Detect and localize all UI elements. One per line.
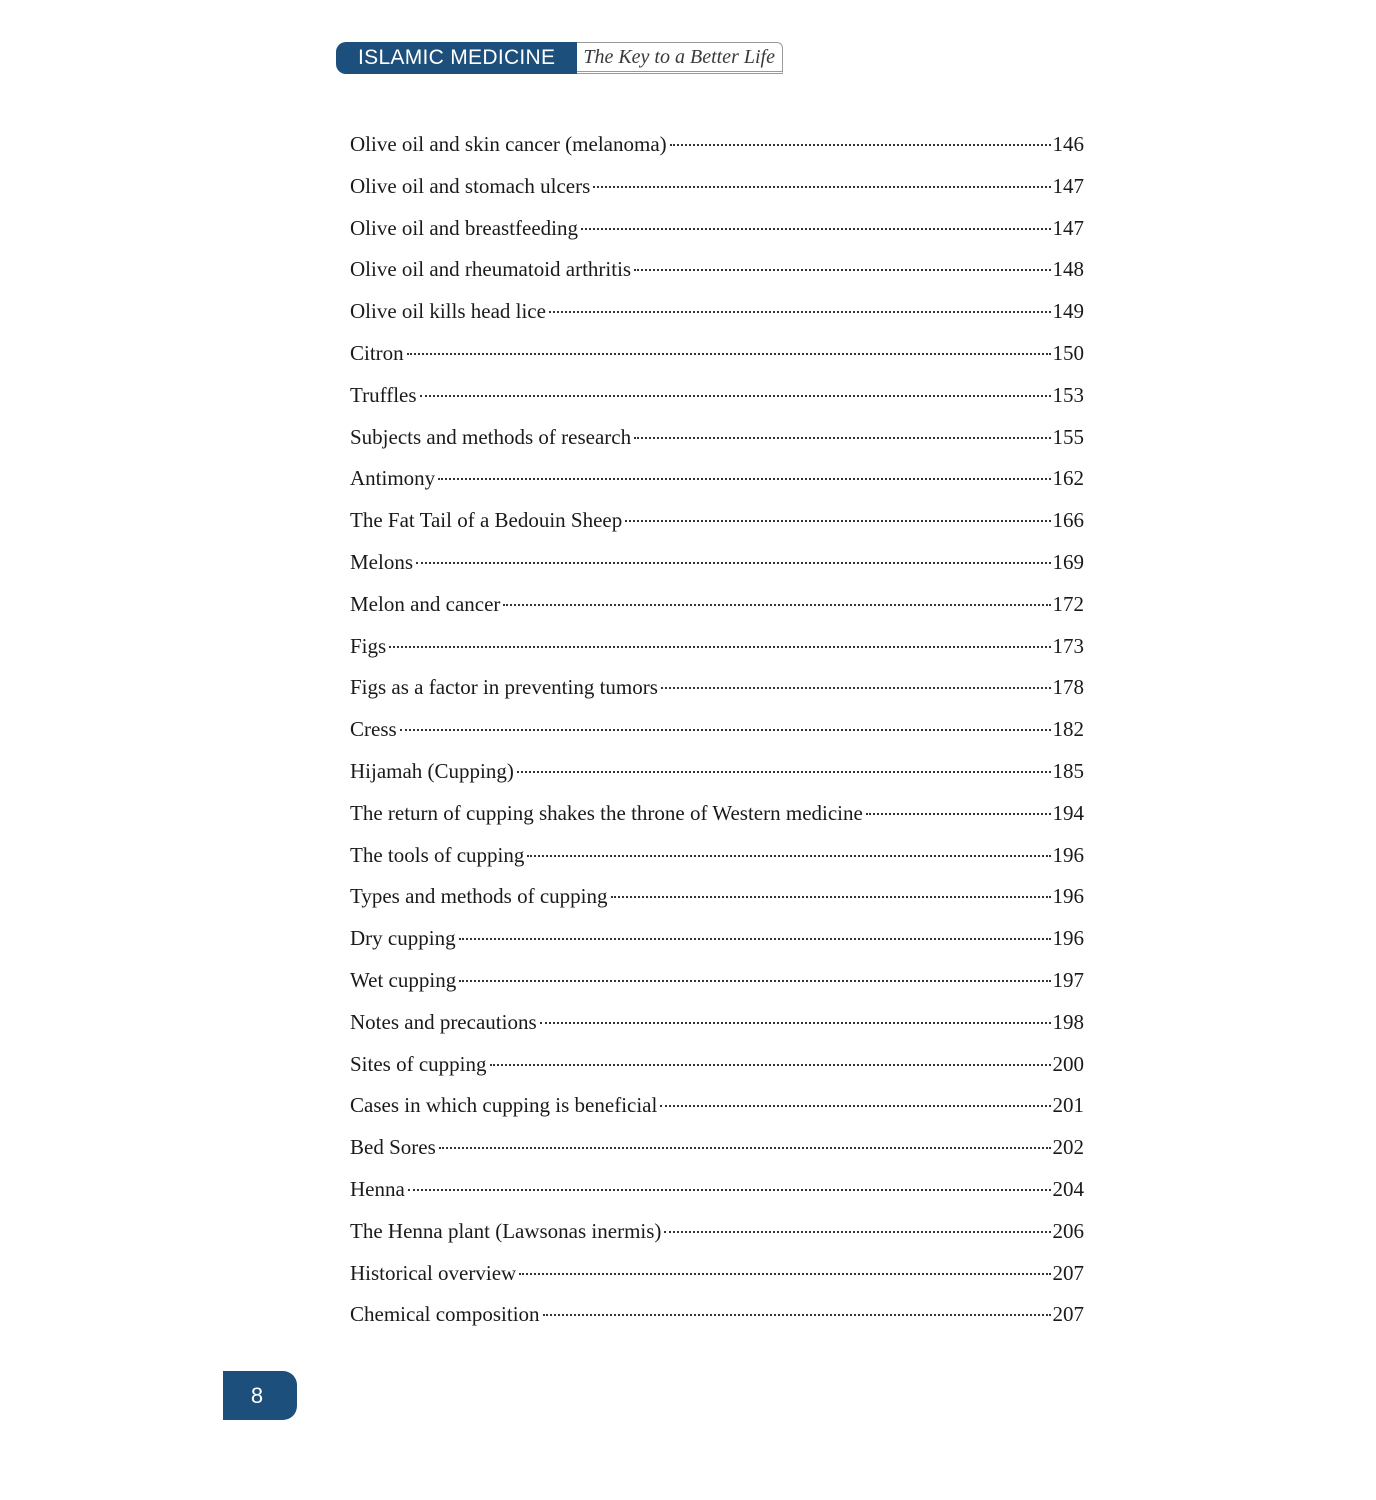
toc-entry — [350, 711, 1084, 753]
toc-entry-title: Types and methods of cupping — [350, 884, 608, 909]
toc-entry — [350, 544, 1084, 586]
toc-entry-title: Subjects and methods of research — [350, 424, 632, 449]
toc-entry-page: 169 — [1052, 549, 1084, 574]
dot-leader — [634, 437, 1050, 439]
toc-entry — [350, 419, 1084, 461]
toc-entry-title: Henna — [350, 1176, 405, 1201]
toc-entry — [350, 837, 1084, 879]
dot-leader — [389, 646, 1050, 648]
dot-leader — [549, 311, 1051, 313]
toc-entry — [350, 669, 1084, 711]
toc-entry — [350, 878, 1084, 920]
dot-leader — [527, 855, 1050, 857]
toc-entry-page: 147 — [1052, 215, 1084, 240]
dot-leader — [540, 1022, 1051, 1024]
toc-entry-title: Melons — [350, 549, 413, 574]
dot-leader — [661, 687, 1051, 689]
toc-entry-title: Olive oil and rheumatoid arthritis — [350, 257, 632, 282]
toc-entry-page: 196 — [1052, 842, 1084, 867]
dot-leader — [503, 604, 1050, 606]
toc-entry — [350, 1296, 1084, 1338]
toc-entry-title: Figs as a factor in preventing tumors — [350, 675, 658, 700]
toc-entry-page: 207 — [1052, 1260, 1084, 1285]
dot-leader — [459, 938, 1051, 940]
dot-leader — [439, 1147, 1051, 1149]
toc-entry-title: Chemical composition — [350, 1302, 540, 1327]
toc-entry-title: The return of cupping shakes the throne of Western medicine — [350, 800, 863, 825]
dot-leader — [408, 1189, 1051, 1191]
table-of-contents — [350, 126, 1084, 1338]
running-header — [336, 42, 783, 74]
toc-entry — [350, 628, 1084, 670]
dot-leader — [660, 1105, 1050, 1107]
toc-entry-title: Dry cupping — [350, 926, 456, 951]
toc-entry — [350, 1213, 1084, 1255]
toc-entry-title: Bed Sores — [350, 1135, 436, 1160]
toc-entry-page: 201 — [1052, 1093, 1084, 1118]
dot-leader — [543, 1314, 1051, 1316]
toc-entry-page: 200 — [1052, 1051, 1084, 1076]
toc-entry-title: Cress — [350, 717, 397, 742]
toc-entry — [350, 168, 1084, 210]
toc-entry-title: Notes and precautions — [350, 1009, 537, 1034]
toc-entry-title: Olive oil and breastfeeding — [350, 215, 579, 240]
toc-entry-title: Olive oil kills head lice — [350, 299, 546, 324]
dot-leader — [438, 478, 1050, 480]
toc-entry-page: 204 — [1052, 1176, 1084, 1201]
toc-entry-page: 206 — [1052, 1218, 1084, 1243]
toc-entry-title: Historical overview — [350, 1260, 517, 1285]
toc-entry-page: 155 — [1052, 424, 1084, 449]
toc-entry-page: 202 — [1052, 1135, 1084, 1160]
toc-entry-title: Sites of cupping — [350, 1051, 487, 1076]
toc-entry-title: Citron — [350, 340, 404, 365]
toc-entry-page: 150 — [1052, 340, 1084, 365]
toc-entry-title: The Henna plant (Lawsonas inermis) — [350, 1218, 662, 1243]
toc-entry-page: 166 — [1052, 508, 1084, 533]
toc-entry — [350, 586, 1084, 628]
toc-entry-page: 198 — [1052, 1009, 1084, 1034]
toc-entry-title: Wet cupping — [350, 967, 457, 992]
book-title: ISLAMIC MEDICINE — [336, 42, 577, 74]
toc-entry — [350, 1004, 1084, 1046]
dot-leader — [519, 1273, 1050, 1275]
toc-entry-title: Cases in which cupping is beneficial — [350, 1093, 658, 1118]
toc-entry-page: 148 — [1052, 257, 1084, 282]
toc-entry-page: 196 — [1052, 926, 1084, 951]
toc-entry-title: Hijamah (Cupping) — [350, 758, 514, 783]
dot-leader — [400, 729, 1051, 731]
dot-leader — [866, 813, 1051, 815]
toc-entry — [350, 1129, 1084, 1171]
toc-entry — [350, 795, 1084, 837]
dot-leader — [490, 1064, 1051, 1066]
toc-entry — [350, 502, 1084, 544]
page-number: 8 — [223, 1371, 297, 1420]
toc-entry-page: 196 — [1052, 884, 1084, 909]
dot-leader — [625, 520, 1050, 522]
toc-entry — [350, 920, 1084, 962]
toc-entry — [350, 460, 1084, 502]
dot-leader — [407, 353, 1051, 355]
toc-entry — [350, 377, 1084, 419]
dot-leader — [416, 562, 1051, 564]
toc-entry-title: Melon and cancer — [350, 591, 501, 616]
toc-entry — [350, 1171, 1084, 1213]
dot-leader — [459, 980, 1050, 982]
toc-entry-title: Olive oil and stomach ulcers — [350, 173, 591, 198]
toc-entry — [350, 210, 1084, 252]
toc-entry — [350, 962, 1084, 1004]
toc-entry — [350, 753, 1084, 795]
toc-entry-page: 153 — [1052, 382, 1084, 407]
toc-entry — [350, 251, 1084, 293]
toc-entry-page: 185 — [1052, 758, 1084, 783]
toc-entry-page: 182 — [1052, 717, 1084, 742]
toc-entry — [350, 335, 1084, 377]
toc-entry-page: 149 — [1052, 299, 1084, 324]
toc-entry-title: Figs — [350, 633, 387, 658]
toc-entry-page: 172 — [1052, 591, 1084, 616]
dot-leader — [420, 395, 1051, 397]
toc-entry-title: Antimony — [350, 466, 436, 491]
book-subtitle: The Key to a Better Life — [577, 42, 783, 74]
dot-leader — [634, 269, 1050, 271]
toc-entry — [350, 1087, 1084, 1129]
toc-entry-title: Olive oil and skin cancer (melanoma) — [350, 132, 667, 156]
toc-entry-page: 178 — [1052, 675, 1084, 700]
dot-leader — [581, 228, 1050, 230]
toc-entry — [350, 1046, 1084, 1088]
toc-entry — [350, 293, 1084, 335]
dot-leader — [517, 771, 1051, 773]
toc-entry-title: The tools of cupping — [350, 842, 525, 867]
dot-leader — [670, 144, 1051, 146]
toc-entry-page: 207 — [1052, 1302, 1084, 1327]
toc-entry-page: 146 — [1052, 132, 1084, 156]
toc-entry-title: The Fat Tail of a Bedouin Sheep — [350, 508, 623, 533]
toc-entry-page: 173 — [1052, 633, 1084, 658]
toc-entry — [350, 126, 1084, 168]
toc-entry-title: Truffles — [350, 382, 417, 407]
toc-entry-page: 194 — [1052, 800, 1084, 825]
dot-leader — [611, 896, 1051, 898]
toc-entry-page: 147 — [1052, 173, 1084, 198]
dot-leader — [593, 186, 1050, 188]
dot-leader — [664, 1231, 1050, 1233]
toc-entry — [350, 1255, 1084, 1297]
toc-entry-page: 162 — [1052, 466, 1084, 491]
toc-entry-page: 197 — [1052, 967, 1084, 992]
